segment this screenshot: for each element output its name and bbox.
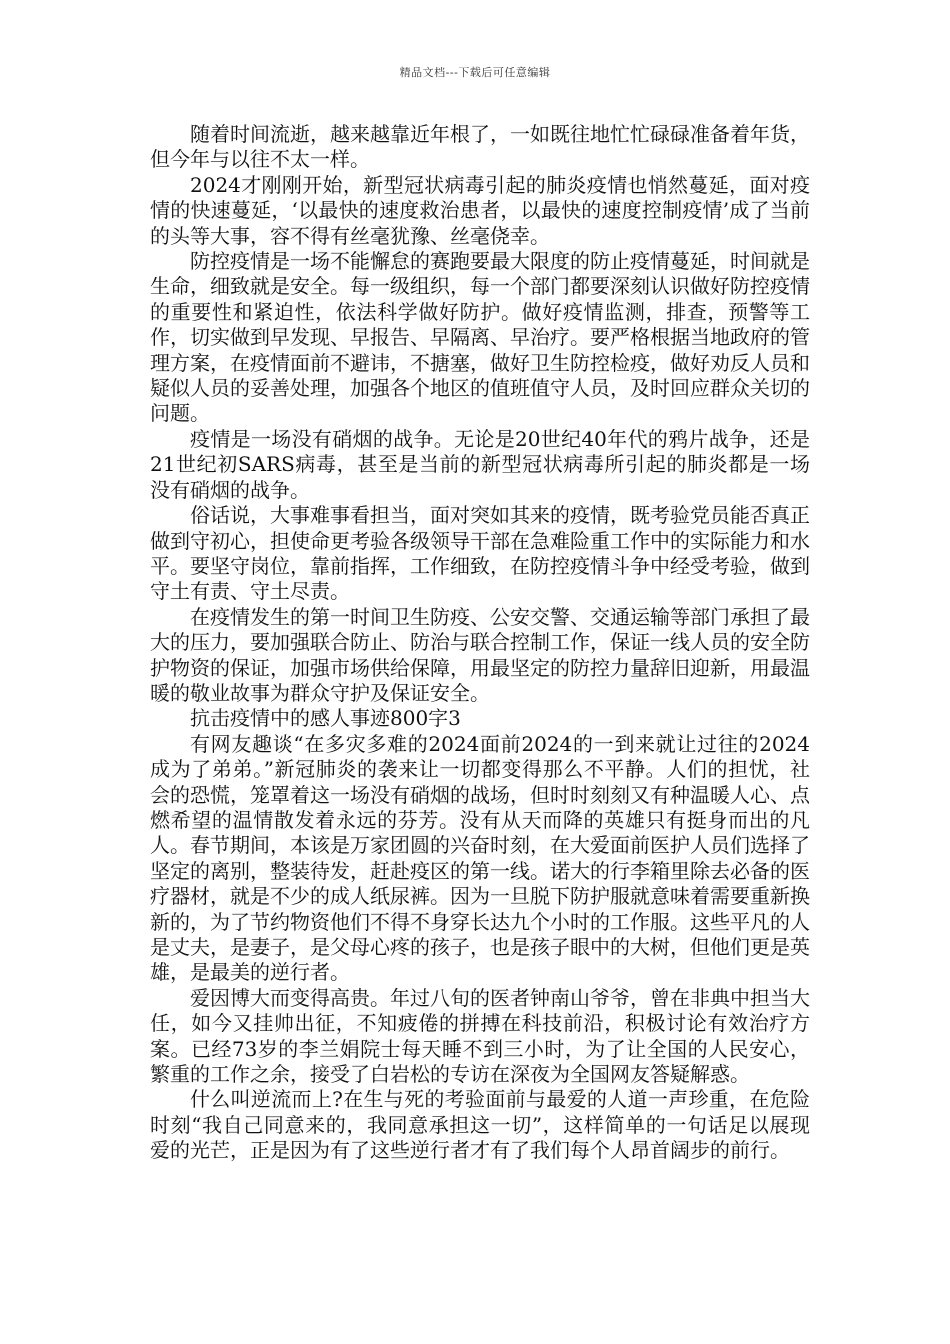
paragraph-7: 有网友趣谈“在多灾多难的2024面前2024的一到来就让过往的2024成为了弟弟。”新冠肺炎的袭来让一切都变得那么不平静。人们的担忧，社会的恐慌，笼罩着这一场没有硝烟的战场，但时时刻刻又有种温暖人心、点燃希望的温情散发着永远的芬芳。没有从天而降的英雄只有挺身而出的凡人。春节期间，本该是万家团圆的兴奋时刻，在大爱面前医护人员们选择了坚定的离别，整装待发，赶赴疫区的第一线。诺大的行李箱里除去必备的医疗器材，就是不少的成人纸尿裤。因为一旦脱下防护服就意味着需要重新换新的，为了节约物资他们不得不身穿长达九个小时的工作服。这些平凡的人是丈夫，是妻子，是父母心疼的孩子，也是孩子眼中的大树，但他们更是英雄，是最美的逆行者。 [150, 731, 810, 985]
section-heading: 抗击疫情中的感人事迹800字3 [190, 706, 461, 731]
page-header: 精品文档---下载后可任意编辑 [399, 66, 551, 79]
paragraph-5: 俗话说，大事难事看担当，面对突如其来的疫情，既考验党员能否真正做到守初心，担使命更考验各级领导干部在急难险重工作中的实际能力和水平。要坚守岗位，靠前指挥，工作细致，在防控疫情斗争中经受考验，做到守土有责、守土尽责。 [150, 503, 810, 604]
paragraph-1: 随着时间流逝，越来越靠近年根了，一如既往地忙忙碌碌准备着年货，但今年与以往不太一样。 [150, 122, 810, 172]
paragraph-8: 爱因博大而变得高贵。年过八旬的医者钟南山爷爷，曾在非典中担当大任，如今又挂帅出征，不知疲倦的拼搏在科技前沿，积极讨论有效治疗方案。已经73岁的李兰娟院士每天睡不到三小时，为了让全国的人民安心，繁重的工作之余，接受了白岩松的专访在深夜为全国网友答疑解惑。 [150, 985, 810, 1087]
paragraph-3: 防控疫情是一场不能懈怠的赛跑要最大限度的防止疫情蔓延，时间就是生命，细致就是安全。每一级组织，每一个部门都要深刻认识做好防控疫情的重要性和紧迫性，依法科学做好防护。做好疫情监测，排查，预警等工作，切实做到早发现、早报告、早隔离、早治疗。要严格根据当地政府的管理方案，在疫情面前不避讳，不搪塞，做好卫生防控检疫，做好劝反人员和疑似人员的妥善处理，加强各个地区的值班值守人员，及时回应群众关切的问题。 [150, 249, 810, 426]
paragraph-4: 疫情是一场没有硝烟的战争。无论是20世纪40年代的鸦片战争，还是21世纪初SARS病毒，甚至是当前的新型冠状病毒所引起的肺炎都是一场没有硝烟的战争。 [150, 426, 810, 502]
paragraph-6: 在疫情发生的第一时间卫生防疫、公安交警、交通运输等部门承担了最大的压力，要加强联合防止、防治与联合控制工作，保证一线人员的安全防护物资的保证，加强市场供给保障，用最坚定的防控力量辞旧迎新，用最温暖的敬业故事为群众守护及保证安全。 [150, 604, 810, 705]
paragraph-2: 2024才刚刚开始，新型冠状病毒引起的肺炎疫情也悄然蔓延，面对疫情的快速蔓延，‘以最快的速度救治患者，以最快的速度控制疫情’成了当前的头等大事，容不得有丝毫犹豫、丝毫侥幸。 [150, 172, 810, 248]
document-body [150, 122, 810, 1164]
paragraph-9: 什么叫逆流而上?在生与死的考验面前与最爱的人道一声珍重，在危险时刻“我自己同意来的，我同意承担这一切”，这样简单的一句话足以展现爱的光芒，正是因为有了这些逆行者才有了我们每个人昂首阔步的前行。 [150, 1087, 810, 1163]
